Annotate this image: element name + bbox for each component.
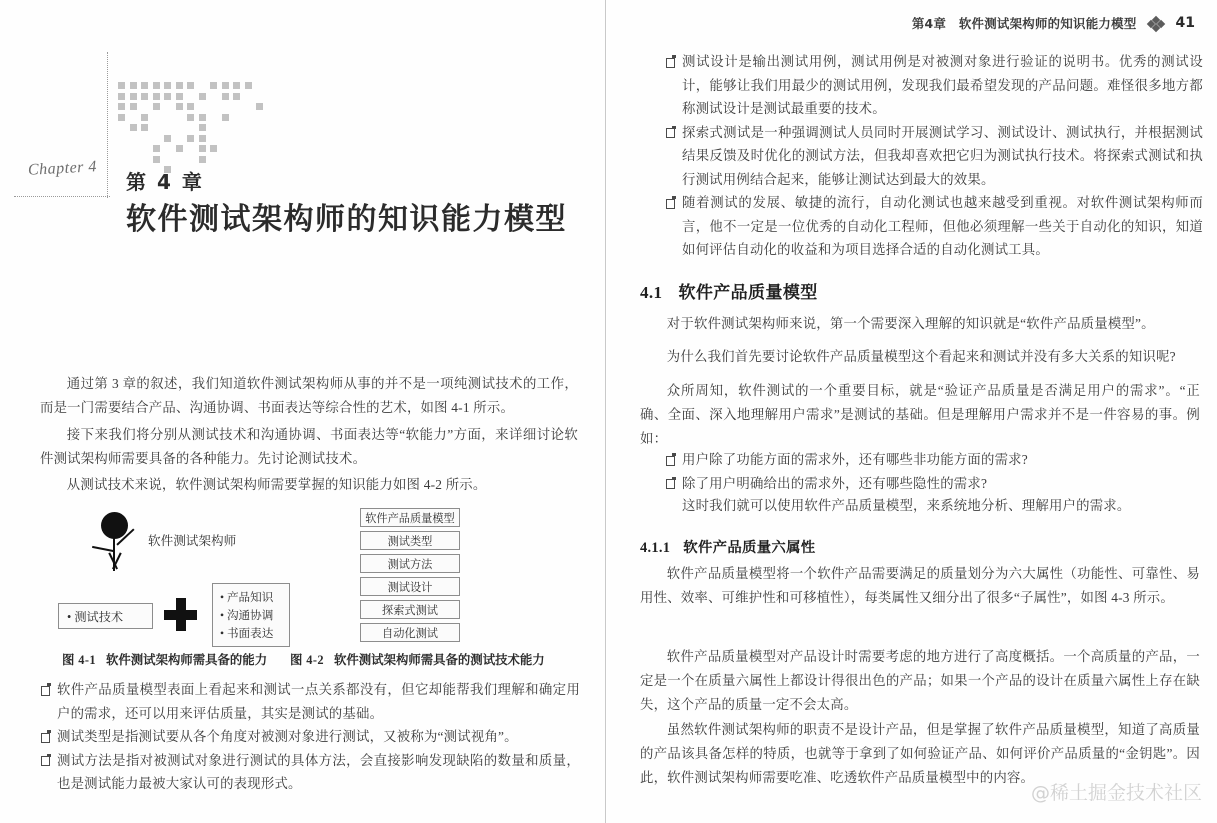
- running-head: [912, 14, 1195, 32]
- figure-4-2-box-2: 测试类型: [360, 531, 460, 550]
- dotted-rule-vertical: [107, 52, 108, 198]
- section-heading-4-1-1: [640, 536, 816, 557]
- right-top-bullet-list: [665, 50, 1203, 262]
- figure-4-2-box-3: 测试方法: [360, 554, 460, 573]
- left-bullet-list: [40, 678, 580, 796]
- section-4-1-1-paragraph-2: 软件产品质量模型对产品设计时需要考虑的地方进行了高度概括。一个高质量的产品，一定是一个在质量六属性上都设计得很出色的产品；如果一个产品的设计在质量六属性上存在缺失，这个产品的质量一定不会太高。: [640, 649, 1200, 712]
- figure-4-2-caption-text: 软件测试架构师需具备的测试技术能力: [334, 653, 545, 667]
- list-item: 用户除了功能方面的需求外，还有哪些非功能方面的需求?: [665, 448, 1185, 472]
- chapter-script-label: Chapter 4: [27, 158, 98, 179]
- figure-4-1-right-item-3: • 书面表达: [220, 627, 274, 640]
- section-4-1-paragraph-1: 对于软件测试架构师来说，第一个需要深入理解的知识就是“软件产品质量模型”。: [666, 316, 1155, 331]
- section-number-4-1-1: 4.1.1: [640, 540, 671, 556]
- list-item: 随着测试的发展、敏捷的流行，自动化测试也越来越受到重视。对软件测试架构师而言，他不一定是一位优秀的自动化工程师，但他必须理解一些关于自动化的知识，知道如何评估自动化的收益和为项目选择合适的自动化测试工具。: [665, 191, 1203, 262]
- left-paragraph-1: 通过第 3 章的叙述，我们知道软件测试架构师从事的并不是一项纯测试技术的工作，而是一门需要结合产品、沟通协调、书面表达等综合性的艺术，如图 4-1 所示。: [40, 376, 578, 415]
- left-paragraph-3: 从测试技术来说，软件测试架构师需要掌握的知识能力如图 4-2 所示。: [66, 477, 487, 492]
- page-gutter-divider: [605, 0, 606, 823]
- figure-4-2-box-4: 测试设计: [360, 577, 460, 596]
- chapter-title: 软件测试架构师的知识能力模型: [126, 202, 567, 237]
- decorative-dot-grid: [118, 82, 268, 168]
- figure-4-1-right-item-2: • 沟通协调: [220, 609, 274, 622]
- figure-4-2-box-5: 探索式测试: [360, 600, 460, 619]
- section-number-4-1: 4.1: [640, 283, 663, 302]
- list-item: 软件产品质量模型表面上看起来和测试一点关系都没有，但它却能帮我们理解和确定用户的需求，还可以用来评估质量，其实是测试的基础。: [40, 678, 580, 725]
- diamond-ornament-icon: [1148, 17, 1165, 30]
- figure-4-2-box-6: 自动化测试: [360, 623, 460, 642]
- list-item: 探索式测试是一种强调测试人员同时开展测试学习、测试设计、测试执行，并根据测试结果反馈及时优化的测试方法，但我却喜欢把它归为测试执行技术。将探索式测试和执行测试用例结合起来，能够让测试达到最大的效果。: [665, 121, 1203, 192]
- list-item: 测试方法是指对被测试对象进行测试的具体方法，会直接影响发现缺陷的数量和质量，也是测试能力最被大家认可的表现形式。: [40, 749, 580, 796]
- figure-4-1-right-box: [212, 583, 290, 647]
- figure-4-2-caption-number: 图 4-2: [290, 653, 325, 667]
- right-page: [607, 0, 1217, 823]
- section-4-1-inner-bullet-list: [665, 448, 1185, 495]
- section-title-4-1: 软件产品质量模型: [678, 283, 818, 303]
- page-number: 41: [1175, 15, 1195, 31]
- running-head-title: 第4章 软件测试架构师的知识能力模型: [911, 16, 1137, 31]
- section-4-1-closing-paragraph: 这时我们就可以使用软件产品质量模型，来系统地分析、理解用户的需求。: [682, 498, 1131, 513]
- figure-4-2: [360, 508, 460, 646]
- figure-4-2-caption: [290, 650, 545, 668]
- list-item: 测试设计是输出测试用例，测试用例是对被测对象进行验证的说明书。优秀的测试设计，能够让我们用最少的测试用例，发现我们最希望发现的产品问题。难怪很多地方都称测试设计是测试最重要的技术。: [665, 50, 1203, 121]
- figure-4-1-right-item-1: • 产品知识: [220, 591, 274, 604]
- section-4-1-paragraph-2: 为什么我们首先要讨论软件产品质量模型这个看起来和测试并没有多大关系的知识呢?: [666, 349, 1176, 364]
- figure-4-1-caption-text: 软件测试架构师需具备的能力: [106, 653, 268, 667]
- figure-4-1-left-box: • 测试技术: [58, 603, 153, 629]
- figure-4-2-box-1: 软件产品质量模型: [360, 508, 460, 527]
- section-heading-4-1: [640, 278, 818, 303]
- section-4-1-1-paragraph-1: 软件产品质量模型将一个软件产品需要满足的质量划分为六大属性（功能性、可靠性、易用性、效率、可维护性和可移植性），每类属性又细分出了很多“子属性”，如图 4-3 所示。: [640, 566, 1200, 605]
- site-watermark: @稀土掘金技术社区: [1031, 782, 1203, 804]
- left-page: [0, 0, 606, 823]
- section-title-4-1-1: 软件产品质量六属性: [683, 540, 816, 556]
- plus-icon: [164, 598, 197, 631]
- left-paragraph-2: 接下来我们将分别从测试技术和沟通协调、书面表达等“软能力”方面，来详细讨论软件测试架构师需要具备的各种能力。先讨论测试技术。: [40, 427, 578, 466]
- chapter-number: 第 4 章: [126, 170, 204, 194]
- list-item: 测试类型是指测试要从各个角度对被测对象进行测试，又被称为“测试视角”。: [40, 725, 580, 749]
- list-item: 除了用户明确给出的需求外，还有哪些隐性的需求?: [665, 472, 1185, 496]
- section-4-1-1-paragraph-3: 虽然软件测试架构师的职责不是设计产品，但是掌握了软件产品质量模型，知道了高质量的产品该具备怎样的特质，也就等于拿到了如何验证产品、如何评价产品质量的“金钥匙”。因此，软件测试架构师需要吃准、吃透软件产品质量模型中的内容。: [640, 722, 1200, 785]
- figure-4-1-caption: [62, 650, 267, 668]
- stick-figure-icon: [85, 512, 145, 587]
- figures-row: [40, 500, 580, 670]
- figure-4-1-caption-number: 图 4-1: [62, 653, 97, 667]
- section-4-1-paragraph-3: 众所周知，软件测试的一个重要目标，就是“验证产品质量是否满足用户的需求”。“正确、全面、深入地理解用户需求”是测试的基础。但是理解用户需求并不是一件容易的事。例如：: [640, 383, 1200, 446]
- chapter-opener: [0, 0, 606, 260]
- dotted-rule-horizontal: [14, 196, 110, 197]
- figure-4-1-actor-label: 软件测试架构师: [148, 534, 237, 548]
